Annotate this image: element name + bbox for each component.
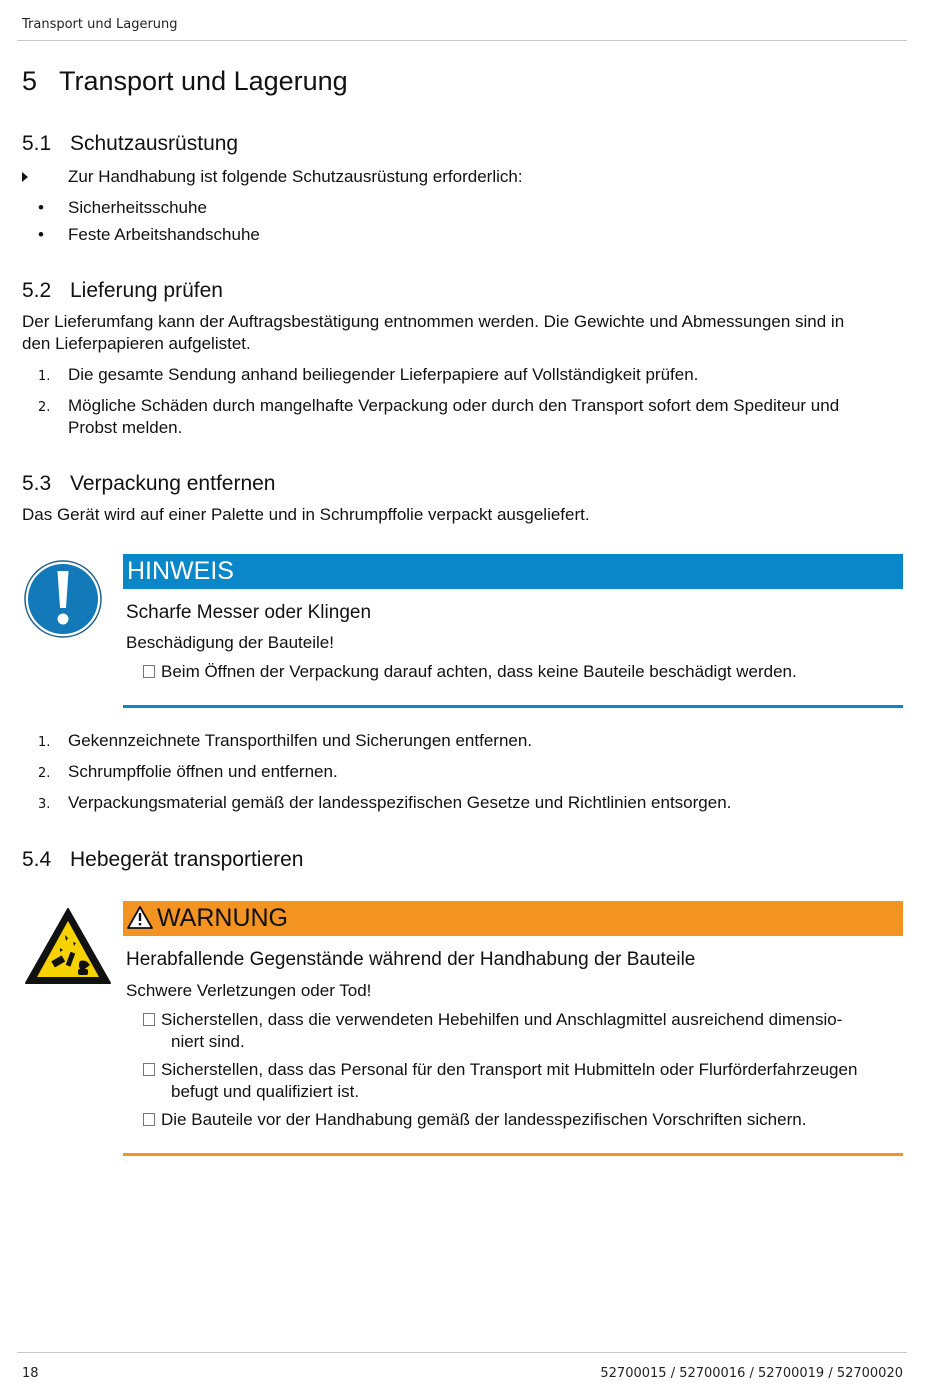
notice-bottom-rule [123,705,903,708]
section-heading-5-1 [22,132,238,156]
section-heading-5-3 [22,472,276,496]
section-title: Schutzausrüstung [70,132,239,155]
notice-hazard: Scharfe Messer oder Klingen [126,602,372,623]
section-number: 5.2 [22,279,52,302]
list-item-text: Sicherheitsschuhe [68,198,207,217]
footer-rule [17,1352,907,1353]
step-number: 1. [38,369,51,384]
warning-bottom-rule [123,1153,903,1156]
header-rule [17,40,907,41]
bullet-icon: • [38,225,44,244]
warning-signal-word: WARNUNG [157,904,289,932]
warning-signal-bar [123,901,903,936]
instruction-arrow-icon [22,172,28,182]
paragraph-line: Der Lieferumfang kann der Auftragsbestätigung entnommen werden. Die Gewichte und Abmessungen sind in [22,312,845,331]
section-number: 5.3 [22,472,52,495]
step-number: 2. [38,766,51,781]
warning-measure-continuation: befugt und qualifiziert ist. [171,1082,360,1101]
chapter-heading [22,66,348,97]
step-text: Gekennzeichnete Transporthilfen und Sicherungen entfernen. [68,731,533,750]
section-title: Lieferung prüfen [70,279,223,302]
notice-measure-text: Beim Öffnen der Verpackung darauf achten, dass keine Bauteile beschädigt werden. [161,662,797,681]
bullet-icon: • [38,198,44,217]
checkbox-glyph-icon [143,1063,155,1076]
step-number: 1. [38,735,51,750]
section-title: Hebegerät transportieren [70,848,304,871]
notice-measure [143,661,797,683]
notice-signal-bar [123,554,903,589]
falling-objects-warning-icon [24,906,112,986]
warning-triangle-icon [127,906,153,929]
document-ids: 52700015 / 52700016 / 52700019 / 52700020 [600,1366,903,1381]
warning-measure-continuation: niert sind. [171,1032,245,1051]
paragraph-line: den Lieferpapieren aufgelistet. [22,334,251,353]
section-heading-5-4 [22,848,303,872]
notice-consequence: Beschädigung der Bauteile! [126,633,334,652]
warning-hazard: Herabfallende Gegenstände während der Handhabung der Bauteile [126,949,696,970]
warning-consequence: Schwere Verletzungen oder Tod! [126,981,372,1000]
paragraph: Das Gerät wird auf einer Palette und in Schrumpffolie verpackt ausgeliefert. [22,505,590,524]
step-text: Mögliche Schäden durch mangelhafte Verpackung oder durch den Transport sofort dem Spediteur und [68,396,840,415]
warning-measure [143,1009,842,1031]
chapter-title: Transport und Lagerung [59,66,348,96]
section-number: 5.4 [22,848,52,871]
chapter-number: 5 [22,66,38,96]
section-heading-5-2 [22,279,223,303]
checkbox-glyph-icon [143,1113,155,1126]
section-number: 5.1 [22,132,52,155]
step-number: 2. [38,400,51,415]
warning-measure-text: Sicherstellen, dass das Personal für den Transport mit Hubmitteln oder Flurförderfahrzeugen [161,1060,858,1079]
step-number: 3. [38,797,51,812]
warning-measure-text: Sicherstellen, dass die verwendeten Hebehilfen und Anschlagmittel ausreichend dimensio- [161,1010,843,1029]
warning-measure [143,1059,857,1081]
list-item-text: Feste Arbeitshandschuhe [68,225,260,244]
page-number: 18 [22,1366,39,1381]
warning-measure-text: Die Bauteile vor der Handhabung gemäß der landesspezifischen Vorschriften sichern. [161,1110,807,1129]
notice-signal-word: HINWEIS [127,557,234,585]
step-text: Probst melden. [68,418,183,437]
step-text: Verpackungsmaterial gemäß der landesspezifischen Gesetze und Richtlinien entsorgen. [68,793,732,812]
running-header: Transport und Lagerung [22,17,178,32]
checkbox-glyph-icon [143,1013,155,1026]
step-text: Die gesamte Sendung anhand beiliegender Lieferpapiere auf Vollständigkeit prüfen. [68,365,699,384]
instruction-text: Zur Handhabung ist folgende Schutzausrüstung erforderlich: [68,167,523,186]
step-text: Schrumpffolie öffnen und entfernen. [68,762,338,781]
checkbox-glyph-icon [143,665,155,678]
section-title: Verpackung entfernen [70,472,276,495]
warning-measure [143,1109,806,1131]
exclamation-mandatory-icon [24,560,102,638]
